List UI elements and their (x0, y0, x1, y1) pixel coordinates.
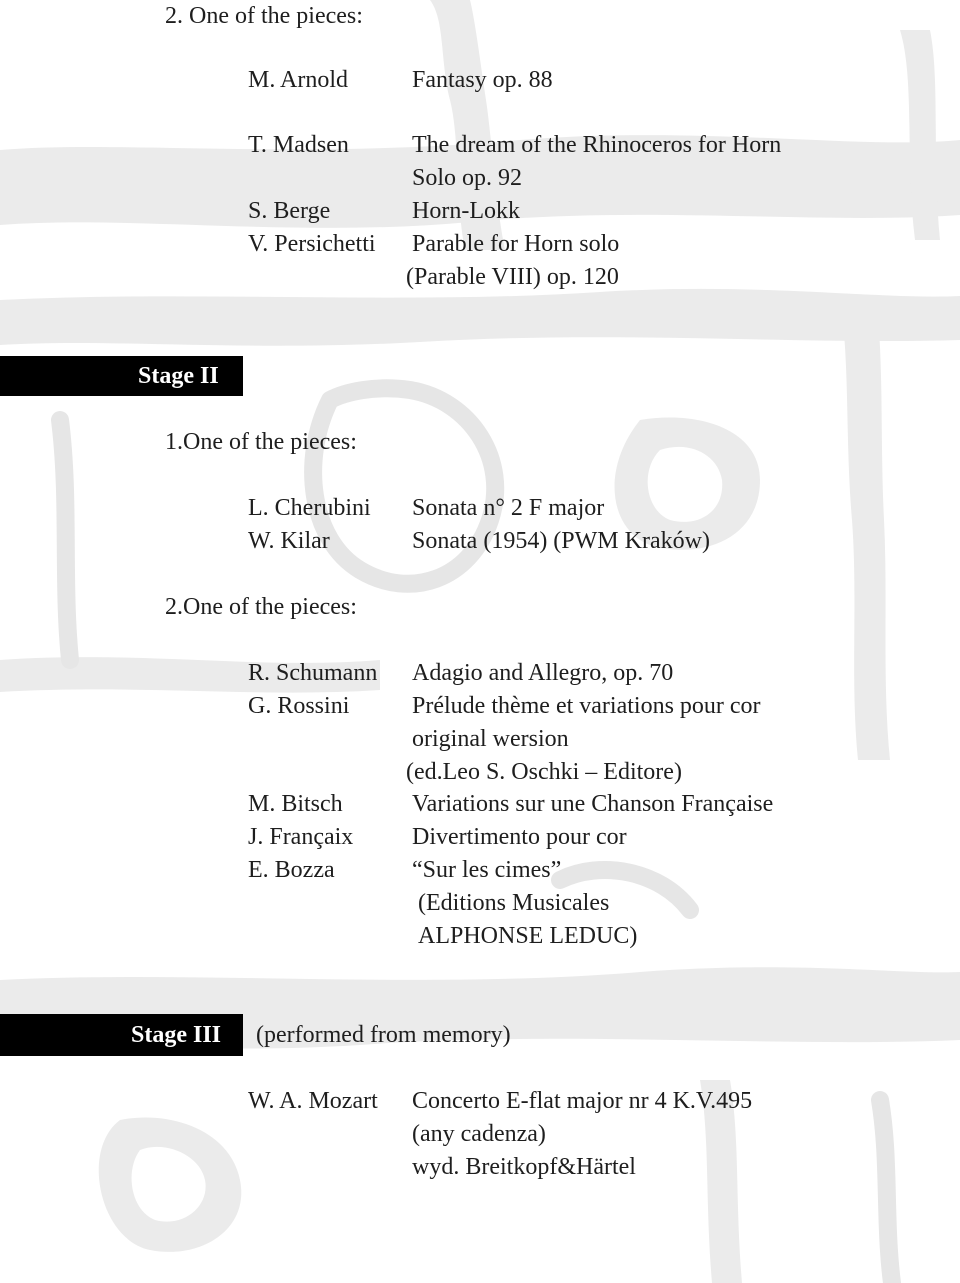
work: Divertimento pour cor (412, 824, 627, 850)
composer: S. Berge (248, 198, 331, 224)
work: Horn-Lokk (412, 198, 520, 224)
composer: E. Bozza (248, 857, 335, 883)
work: (Editions Musicales (418, 890, 610, 916)
work: “Sur les cimes” (412, 857, 562, 883)
composer: M. Arnold (248, 67, 349, 93)
composer: L. Cherubini (248, 495, 371, 521)
composer: G. Rossini (248, 693, 350, 719)
stage2-bar (0, 356, 243, 396)
stage2-part2-heading: 2.One of the pieces: (165, 594, 357, 620)
work: Concerto E-flat major nr 4 K.V.495 (412, 1088, 753, 1114)
work: Parable for Horn solo (412, 231, 620, 257)
work: The dream of the Rhinoceros for Horn (412, 132, 782, 158)
stage2-part1-heading: 1.One of the pieces: (165, 429, 357, 455)
work: (any cadenza) (412, 1121, 546, 1147)
work: Sonata (1954) (PWM Kraków) (412, 528, 710, 554)
composer: W. Kilar (248, 528, 330, 554)
stage2-label: Stage II (138, 363, 219, 389)
work: (Parable VIII) op. 120 (406, 264, 619, 290)
work: Adagio and Allegro, op. 70 (412, 660, 674, 686)
section1-heading: 2. One of the pieces: (165, 3, 363, 29)
composer: R. Schumann (248, 660, 378, 686)
work: Solo op. 92 (412, 165, 523, 191)
work: (ed.Leo S. Oschki – Editore) (406, 759, 682, 785)
composer: W. A. Mozart (248, 1088, 378, 1114)
work: wyd. Breitkopf&Härtel (412, 1154, 636, 1180)
work: Prélude thème et variations pour cor (412, 693, 761, 719)
work: original wersion (412, 726, 569, 752)
composer: V. Persichetti (248, 231, 376, 257)
work: Sonata n° 2 F major (412, 495, 605, 521)
composer: J. Françaix (248, 824, 354, 850)
composer: T. Madsen (248, 132, 349, 158)
composer: M. Bitsch (248, 791, 343, 817)
work: Variations sur une Chanson Française (412, 791, 774, 817)
stage3-label: Stage III (131, 1022, 222, 1048)
stage3-note: (performed from memory) (256, 1022, 511, 1048)
stage3-bar (0, 1014, 243, 1056)
work: Fantasy op. 88 (412, 67, 553, 93)
work: ALPHONSE LEDUC) (418, 923, 638, 949)
